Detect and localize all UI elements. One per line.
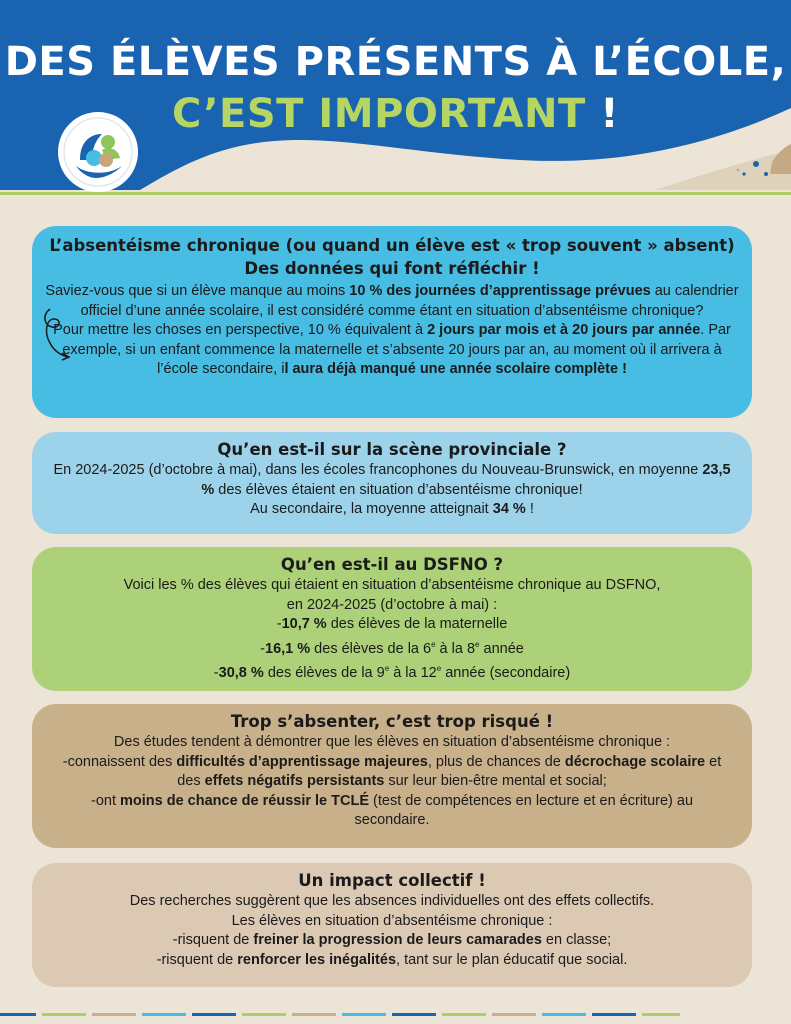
stripe	[292, 1013, 336, 1016]
section5-item-1	[52, 931, 732, 951]
header-divider	[0, 192, 791, 195]
bold-text: moins de chance de réussir le TCLÉ	[120, 792, 369, 809]
section-provincial	[32, 432, 752, 534]
text: à la 8	[435, 640, 476, 657]
stripe	[442, 1013, 486, 1016]
header-banner	[0, 0, 791, 190]
stat-value: 10,7 %	[281, 616, 327, 632]
bold-text: freiner la progression de leurs camarades	[253, 932, 542, 948]
bold-text: décrochage scolaire	[564, 753, 706, 770]
bold-text: l aura déjà manqué une année scolaire complète !	[284, 361, 627, 377]
section5-paragraph-1: Des recherches suggèrent que les absences individuelles ont des effets collectifs.	[129, 893, 655, 909]
stripe	[642, 1013, 680, 1016]
text: -risquent de	[172, 932, 254, 948]
stripe	[542, 1013, 586, 1016]
text: des élèves de la 6	[310, 640, 432, 657]
section2-paragraph-2	[52, 500, 732, 520]
text: -connaissent des	[62, 753, 177, 770]
curly-arrow-icon	[40, 307, 74, 361]
bold-text: 10 % des journées d’apprentissage prévues	[349, 283, 651, 299]
stripe	[342, 1013, 386, 1016]
section5-title: Un impact collectif !	[298, 871, 486, 890]
title-exclamation: !	[600, 91, 619, 137]
section1-paragraph-2	[44, 321, 740, 380]
text: -	[276, 616, 282, 632]
text: Saviez-vous que si un élève manque au moins	[45, 283, 350, 299]
decorative-dots	[728, 140, 791, 190]
text: -	[213, 664, 219, 681]
text: -	[260, 640, 265, 657]
title-line-2-text: C’EST IMPORTANT	[172, 91, 586, 137]
family-hands-logo-icon	[46, 108, 150, 192]
stripe	[492, 1013, 536, 1016]
text: à la 12	[389, 664, 437, 681]
stripe	[592, 1013, 636, 1016]
bold-text: effets négatifs persistants	[204, 773, 385, 789]
stripe	[192, 1013, 236, 1016]
section3-stat-middle	[52, 635, 732, 659]
stripe	[42, 1013, 86, 1016]
text: Pour mettre les choses en perspective, 10 % équivalent à	[53, 322, 428, 338]
stripe	[0, 1013, 36, 1016]
superscript: e	[436, 663, 442, 673]
text: des élèves de la 9	[263, 664, 385, 681]
bold-text: 23,5 %	[201, 462, 731, 498]
section3-stat-kindergarten	[52, 615, 732, 635]
text: sur leur bien-être mental et social;	[384, 773, 607, 789]
text: en classe;	[541, 932, 612, 948]
stripe	[142, 1013, 186, 1016]
text: !	[525, 501, 534, 517]
bold-text: renforcer les inégalités	[237, 951, 397, 968]
bold-text: 34 %	[492, 501, 526, 517]
text: année (secondaire)	[441, 664, 571, 681]
section4-item-1	[52, 753, 732, 792]
text: . Par exemple, si un enfant commence la maternelle et s’absente 20 jours par an, au moment où il arrivera à l’école secondaire, i	[62, 322, 731, 377]
superscript: e	[431, 639, 436, 649]
section2-title: Qu’en est-il sur la scène provinciale ?	[217, 440, 567, 459]
section5-item-2	[52, 951, 732, 971]
section2-paragraph-1	[52, 461, 732, 500]
footer-color-stripes	[0, 1013, 791, 1017]
section3-intro-1: Voici les % des élèves qui étaient en situation d’absentéisme chronique au DSFNO,	[123, 577, 661, 593]
stripe	[92, 1013, 136, 1016]
section4-title: Trop s’absenter, c’est trop risqué !	[230, 712, 554, 731]
section-collective-impact	[32, 863, 752, 987]
stat-value: 30,8 %	[218, 664, 264, 681]
section-dsfno	[32, 547, 752, 691]
text: année	[479, 640, 524, 657]
text: et des	[177, 753, 722, 789]
bold-text: 2 jours par mois et à 20 jours par année	[427, 322, 701, 338]
stat-value: 16,1 %	[265, 640, 311, 657]
text: , plus de chances de	[427, 753, 565, 770]
section3-intro-2: en 2024-2025 (d’octobre à mai) :	[286, 596, 498, 613]
section1-title: L’absentéisme chronique (ou quand un élève est « trop souvent » absent)	[49, 236, 735, 255]
section1-paragraph-1	[44, 282, 740, 321]
section1-subtitle: Des données qui font réfléchir !	[244, 259, 540, 278]
section3-title: Qu’en est-il au DSFNO ?	[280, 555, 504, 574]
section4-item-2	[52, 792, 732, 831]
text: des élèves étaient en situation d’absentéisme chronique!	[214, 481, 583, 498]
text: -ont	[90, 792, 120, 809]
bold-text: difficultés d’apprentissage majeures	[176, 753, 428, 770]
text: En 2024-2025 (d’octobre à mai), dans les écoles francophones du Nouveau-Brunswick, en moyenne	[53, 462, 703, 478]
section-risks	[32, 704, 752, 848]
section-chronic-absenteeism	[32, 226, 752, 418]
text: des élèves de la maternelle	[326, 616, 508, 632]
text: -risquent de	[156, 951, 238, 968]
text: , tant sur le plan éducatif que social.	[396, 951, 628, 968]
text: (test de compétences en lecture et en écriture) au secondaire.	[354, 792, 694, 828]
text: au calendrier officiel d’une année scolaire, il est considéré comme étant en situation d’absentéisme chronique?	[80, 283, 739, 319]
section4-intro: Des études tendent à démontrer que les élèves en situation d’absentéisme chronique :	[113, 734, 671, 750]
section3-stat-secondary	[52, 659, 732, 683]
stripe	[242, 1013, 286, 1016]
superscript: e	[384, 663, 390, 673]
section5-paragraph-2: Les élèves en situation d’absentéisme chronique :	[231, 912, 553, 929]
text: Au secondaire, la moyenne atteignait	[250, 501, 493, 517]
superscript: e	[475, 639, 480, 649]
title-line-1: DES ÉLÈVES PRÉSENTS À L’ÉCOLE,	[4, 39, 787, 85]
stripe	[392, 1013, 436, 1016]
